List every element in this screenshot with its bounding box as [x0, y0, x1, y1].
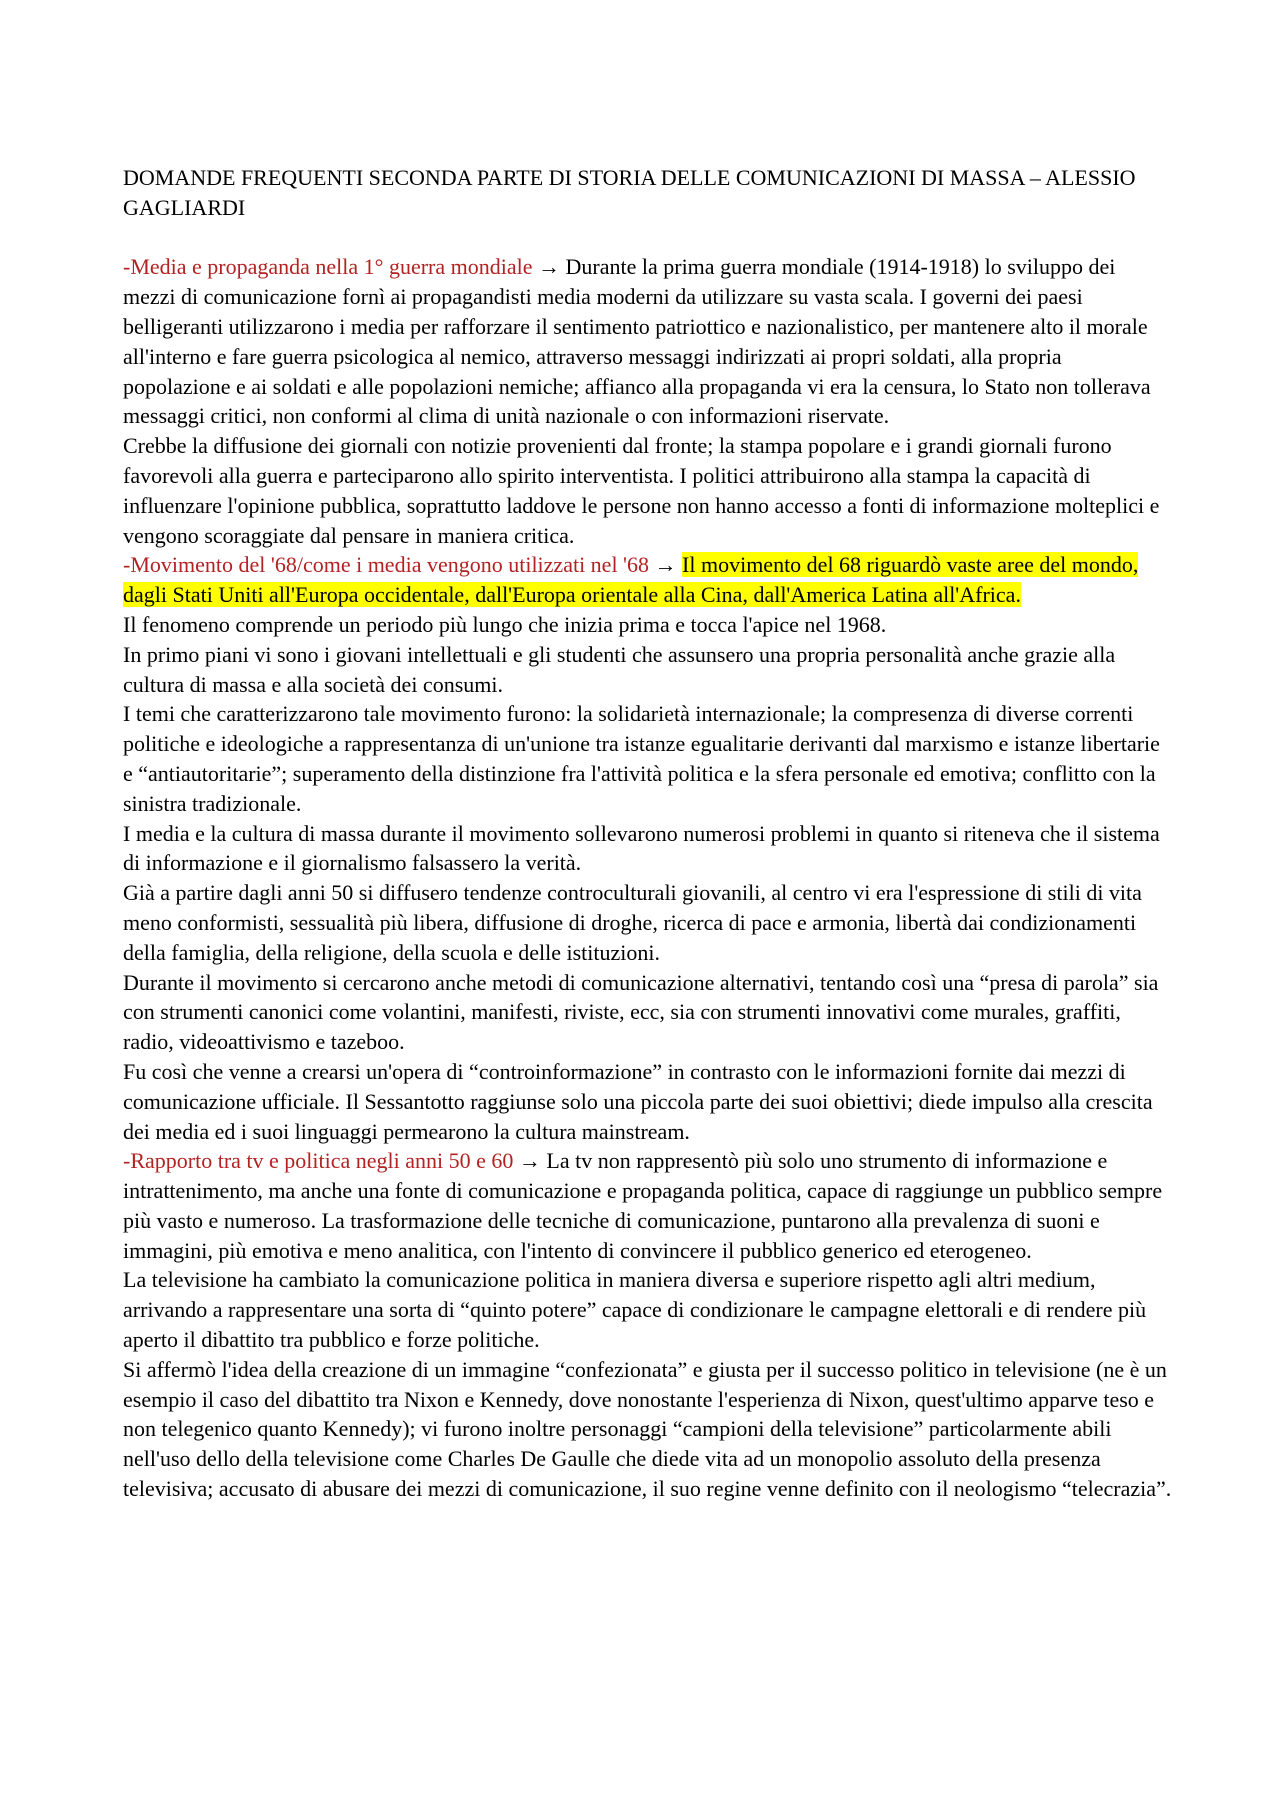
highlighted-text: Il movimento del 68 riguardò vaste aree del mondo, dagli Stati Uniti all'Europa occidentale, dall'Europa orientale alla Cina, dall'America Latina all'Africa. — [123, 552, 1139, 608]
arrow-glyph: → — [513, 1148, 547, 1174]
section-media-propaganda — [123, 252, 1173, 431]
arrow-glyph: → — [649, 552, 683, 578]
paragraph: La televisione ha cambiato la comunicazione politica in maniera diversa e superiore rispetto agli altri medium, arrivando a rappresentare una sorta di “quinto potere” capace di condizionare le campagne elettorali e di rendere più aperto il dibattito tra pubblico e forze politiche. — [123, 1267, 1147, 1353]
paragraph: I media e la cultura di massa durante il movimento sollevarono numerosi problemi in quanto si riteneva che il sistema di informazione e il giornalismo falsassero la verità. — [123, 820, 1160, 876]
arrow-glyph: → — [532, 254, 566, 280]
section-heading-dash: - — [123, 552, 131, 578]
paragraph: I temi che caratterizzarono tale movimento furono: la solidarietà internazionale; la compresenza di diverse correnti politiche e ideologiche a rappresentanza di un'unione tra istanze egualitarie derivanti dal marxismo e istanze libertarie e “antiautoritarie”; superamento della distinzione fra l'attività politica e la sfera personale ed emotiva; conflitto con la sinistra tradizionale. — [123, 701, 1160, 816]
paragraph: La tv non rappresentò più solo uno strumento di informazione e intrattenimento, ma anche una fonte di comunicazione e propaganda politica, capace di raggiunge un pubblico sempre più vasto e numeroso. La trasformazione delle tecniche di comunicazione, puntarono alla prevalenza di suoni e immagini, più emotiva e meno analitica, con l'intento di convincere il pubblico generico ed eterogeneo. — [123, 1148, 1163, 1263]
document-page — [123, 163, 1173, 1504]
paragraph: Durante la prima guerra mondiale (1914-1918) lo sviluppo dei mezzi di comunicazione fornì ai propagandisti media moderni da utilizzare su vasta scala. I governi dei paesi belligeranti utilizzarono i media per rafforzare il sentimento patriottico e nazionalistico, per mantenere alto il morale all'interno e fare guerra psicologica al nemico, attraverso messaggi indirizzati ai propri soldati, alla propria popolazione e ai soldati e alle popolazioni nemiche; affianco alla propaganda vi era la censura, lo Stato non tollerava messaggi critici, non conformi al clima di unità nazionale o con informazioni riservate. — [123, 254, 1151, 429]
paragraph: Si affermò l'idea della creazione di un immagine “confezionata” e giusta per il successo politico in televisione (ne è un esempio il caso del dibattito tra Nixon e Kennedy, dove nonostante l'esperienza di Nixon, quest'ultimo apparve teso e non telegenico quanto Kennedy); vi furono inoltre personaggi “campioni della televisione” particolarmente abili nell'uso dello della televisione come Charles De Gaulle che diede vita ad un monopolio assoluto della presenza televisiva; accusato di abusare dei mezzi di comunicazione, il suo regine venne definito con il neologismo “telecrazia”. — [123, 1356, 1172, 1502]
section-heading-tv-politica: Rapporto tra tv e politica negli anni 50 e 60 — [130, 1148, 514, 1174]
section-tv-politica — [123, 1146, 1173, 1265]
document-title: DOMANDE FREQUENTI SECONDA PARTE DI STORIA DELLE COMUNICAZIONI DI MASSA – ALESSIO GAGLIARDI — [123, 165, 1136, 220]
section-heading-dash: - — [123, 1148, 131, 1174]
paragraph: In primo piani vi sono i giovani intellettuali e gli studenti che assunsero una propria personalità anche grazie alla cultura di massa e alla società dei consumi. — [123, 641, 1116, 697]
paragraph: Già a partire dagli anni 50 si diffusero tendenze controculturali giovanili, al centro vi era l'espressione di stili di vita meno conformisti, sessualità più libera, diffusione di droghe, ricerca di pace e armonia, libertà dai condizionamenti della famiglia, della religione, della scuola e delle istituzioni. — [123, 880, 1142, 965]
paragraph: Fu così che venne a crearsi un'opera di “controinformazione” in contrasto con le informazioni fornite dai mezzi di comunicazione ufficiale. Il Sessantotto raggiunse solo una piccola parte dei suoi obiettivi; diede impulso alla crescita dei media ed i suoi linguaggi permearono la cultura mainstream. — [123, 1058, 1153, 1144]
section-heading-movimento-68: Movimento del '68/come i media vengono utilizzati nel '68 — [130, 552, 650, 578]
paragraph: Durante il movimento si cercarono anche metodi di comunicazione alternativi, tentando così una “presa di parola” sia con strumenti canonici come volantini, manifesti, riviste, ecc, sia con strumenti innovativi come murales, graffiti, radio, videoattivismo e tazeboo. — [123, 969, 1159, 1055]
section-movimento-68 — [123, 550, 1173, 610]
section-heading-dash: - — [123, 254, 131, 280]
paragraph: Crebbe la diffusione dei giornali con notizie provenienti dal fronte; la stampa popolare e i grandi giornali furono favorevoli alla guerra e parteciparono allo spirito interventista. I politici attribuirono alla stampa la capacità di influenzare l'opinione pubblica, soprattutto laddove le persone non hanno accesso a fonti di informazione molteplici e vengono scoraggiate dal pensare in maniera critica. — [123, 433, 1160, 548]
paragraph: Il fenomeno comprende un periodo più lungo che inizia prima e tocca l'apice nel 1968. — [123, 611, 887, 637]
section-heading-media-propaganda: Media e propaganda nella 1° guerra mondiale — [130, 254, 533, 280]
